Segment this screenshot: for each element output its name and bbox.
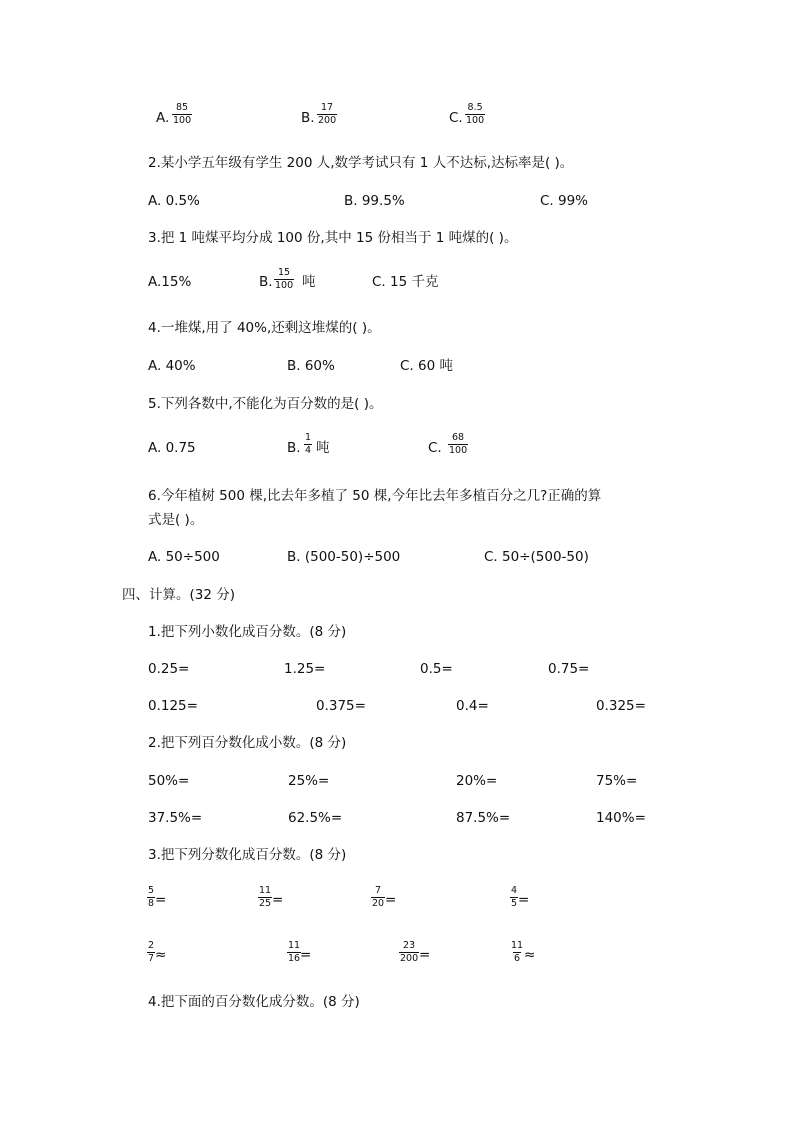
part-1-item: 0.25=: [148, 661, 190, 677]
part-2-item: 25%=: [288, 773, 330, 789]
part-3-operator: =: [300, 947, 312, 963]
q2-stem: 2.某小学五年级有学生 200 人,数学考试只有 1 人不达标,达标率是( )。: [148, 155, 574, 171]
q6-option-c: C. 50÷(500-50): [484, 549, 589, 565]
q5-option-a: A. 0.75: [148, 440, 196, 456]
part-2-item: 140%=: [596, 810, 646, 826]
q3-option-b-unit: 吨: [302, 274, 316, 290]
part-3-operator: =: [419, 947, 431, 963]
part-3-operator: =: [385, 892, 397, 908]
q1-option-c-label: C.: [449, 110, 463, 126]
q4-option-c: C. 60 吨: [400, 358, 453, 374]
part-1-item: 0.325=: [596, 698, 646, 714]
part-3-fraction: $\frac{4}{5}$: [511, 885, 518, 909]
q3-option-a: A.15%: [148, 274, 192, 290]
section-4-title: 四、计算。(32 分): [122, 587, 236, 603]
q2-option-c: C. 99%: [540, 193, 589, 209]
q5-option-c-label: C.: [428, 440, 442, 456]
part-1-item: 1.25=: [284, 661, 326, 677]
part-1-item: 0.125=: [148, 698, 198, 714]
q5-option-b-fraction: $\frac{1}{4}$: [305, 432, 312, 456]
part-1-title: 1.把下列小数化成百分数。(8 分): [148, 624, 347, 640]
q4-stem: 4.一堆煤,用了 40%,还剩这堆煤的( )。: [148, 320, 381, 336]
part-3-fraction: $\frac{11}{6}$: [511, 940, 524, 964]
q3-stem: 3.把 1 吨煤平均分成 100 份,其中 15 份相当于 1 吨煤的( )。: [148, 230, 518, 246]
part-3-fraction: $\frac{11}{25}$: [259, 885, 272, 909]
part-2-item: 75%=: [596, 773, 638, 789]
part-3-operator: =: [518, 892, 530, 908]
part-2-item: 87.5%=: [456, 810, 511, 826]
part-3-operator: ≈: [155, 947, 167, 963]
q1-option-a-fraction: $\frac{85}{100}$: [173, 102, 192, 126]
q2-option-b: B. 99.5%: [344, 193, 405, 209]
q5-option-c-fraction: $\frac{68}{100}$: [449, 432, 468, 456]
part-3-fraction: $\frac{23}{200}$: [400, 940, 419, 964]
q5-stem: 5.下列各数中,不能化为百分数的是( )。: [148, 396, 383, 412]
q1-option-a-label: A.: [156, 110, 170, 126]
part-1-item: 0.4=: [456, 698, 489, 714]
part-2-title: 2.把下列百分数化成小数。(8 分): [148, 735, 347, 751]
part-3-fraction: $\frac{11}{16}$: [288, 940, 301, 964]
q1-option-b-fraction: $\frac{17}{200}$: [318, 102, 337, 126]
part-3-title: 3.把下列分数化成百分数。(8 分): [148, 847, 347, 863]
part-3-operator: ≈: [524, 947, 536, 963]
part-2-item: 50%=: [148, 773, 190, 789]
q1-option-c-fraction: $\frac{8.5}{100}$: [466, 102, 485, 126]
q6-stem-line1: 6.今年植树 500 棵,比去年多植了 50 棵,今年比去年多植百分之几?正确的算: [148, 488, 602, 504]
q6-option-b: B. (500-50)÷500: [287, 549, 401, 565]
q2-option-a: A. 0.5%: [148, 193, 200, 209]
part-3-operator: =: [155, 892, 167, 908]
part-2-item: 62.5%=: [288, 810, 343, 826]
part-3-operator: =: [272, 892, 284, 908]
q4-option-a: A. 40%: [148, 358, 196, 374]
part-2-item: 37.5%=: [148, 810, 203, 826]
part-1-item: 0.75=: [548, 661, 590, 677]
part-1-item: 0.375=: [316, 698, 366, 714]
q4-option-b: B. 60%: [287, 358, 335, 374]
q5-option-b-label: B.: [287, 440, 301, 456]
part-2-item: 20%=: [456, 773, 498, 789]
part-3-fraction: $\frac{7}{20}$: [372, 885, 385, 909]
q6-stem-line2: 式是( )。: [148, 512, 204, 528]
q3-option-b-fraction: $\frac{15}{100}$: [275, 267, 294, 291]
q3-option-b-label: B.: [259, 274, 273, 290]
q5-option-b-unit: 吨: [316, 440, 330, 456]
part-3-fraction: $\frac{2}{7}$: [148, 940, 155, 964]
part-4-title: 4.把下面的百分数化成分数。(8 分): [148, 994, 360, 1010]
q3-option-c: C. 15 千克: [372, 274, 439, 290]
part-3-fraction: $\frac{5}{8}$: [148, 885, 155, 909]
q6-option-a: A. 50÷500: [148, 549, 220, 565]
q1-option-b-label: B.: [301, 110, 315, 126]
part-1-item: 0.5=: [420, 661, 453, 677]
